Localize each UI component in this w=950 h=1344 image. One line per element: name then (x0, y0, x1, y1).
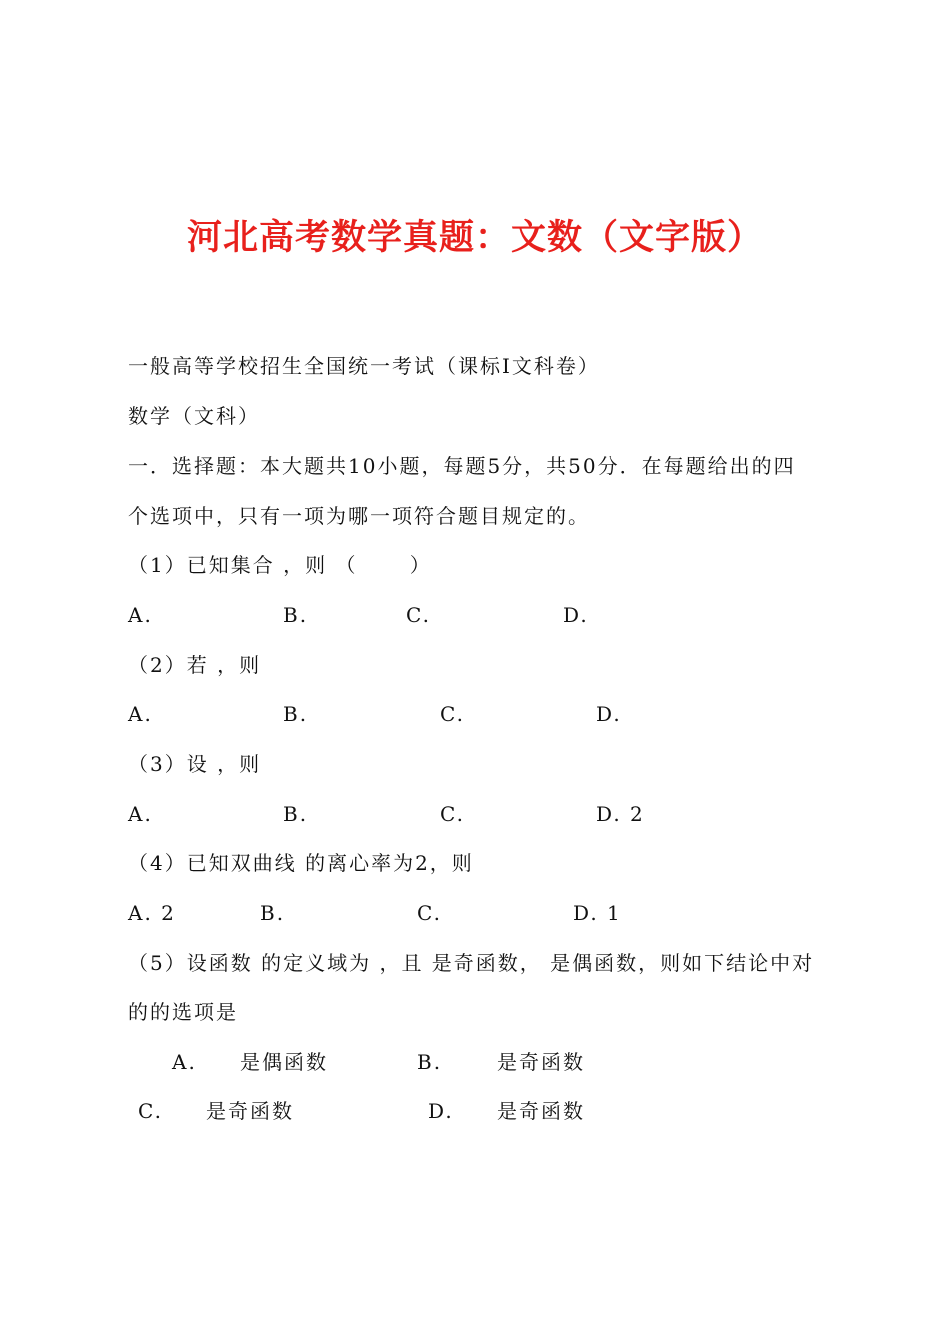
question-5-stem-line-1: （5）设函数 的定义域为 ，且 是奇函数， 是偶函数，则如下结论中对 (128, 951, 815, 975)
question-3-option-d: D. 2 (596, 802, 645, 826)
exam-name: 一般高等学校招生全国统一考试（课标Ⅰ文科卷） (128, 354, 600, 378)
question-1-option-d: D. (563, 603, 589, 627)
question-4-option-a: A. 2 (128, 901, 176, 925)
question-4-option-b: B. (260, 901, 286, 925)
question-2-option-b: B. (283, 702, 309, 726)
question-5-option-b-label: B. (417, 1050, 443, 1074)
question-3-option-b: B. (283, 802, 309, 826)
section-intro-line-2: 个选项中，只有一项为哪一项符合题目规定的。 (128, 504, 590, 528)
question-1-option-c: C. (406, 603, 431, 627)
question-3-option-c: C. (440, 802, 465, 826)
question-5-option-a-label: A. (172, 1050, 197, 1074)
document-title: 河北高考数学真题：文数（文字版） (186, 218, 763, 258)
question-5-option-c-label: C. (138, 1099, 163, 1123)
question-2-option-c: C. (440, 702, 465, 726)
question-4-option-c: C. (417, 901, 442, 925)
question-3-stem: （3）设 ，则 (128, 752, 262, 776)
question-4-option-d: D. 1 (573, 901, 622, 925)
question-5-option-c-text: 是奇函数 (206, 1099, 294, 1123)
question-2-stem: （2）若 ，则 (128, 653, 262, 677)
question-2-option-a: A. (128, 702, 153, 726)
question-5-option-d-text: 是奇函数 (497, 1099, 585, 1123)
question-5-option-d-label: D. (428, 1099, 454, 1123)
question-1-option-b: B. (283, 603, 309, 627)
question-1-stem: （1）已知集合 ，则 （ ） (128, 553, 432, 577)
question-3-option-a: A. (128, 802, 153, 826)
question-5-option-a-text: 是偶函数 (240, 1050, 328, 1074)
question-5-stem-line-2: 的的选项是 (128, 1000, 238, 1024)
question-4-stem: （4）已知双曲线 的离心率为2，则 (128, 851, 474, 875)
subject-label: 数学（文科） (128, 404, 260, 428)
section-intro-line-1: 一．选择题：本大题共10小题，每题5分，共50分．在每题给出的四 (128, 454, 796, 478)
question-1-option-a: A. (128, 603, 153, 627)
question-5-option-b-text: 是奇函数 (497, 1050, 585, 1074)
question-2-option-d: D. (596, 702, 622, 726)
